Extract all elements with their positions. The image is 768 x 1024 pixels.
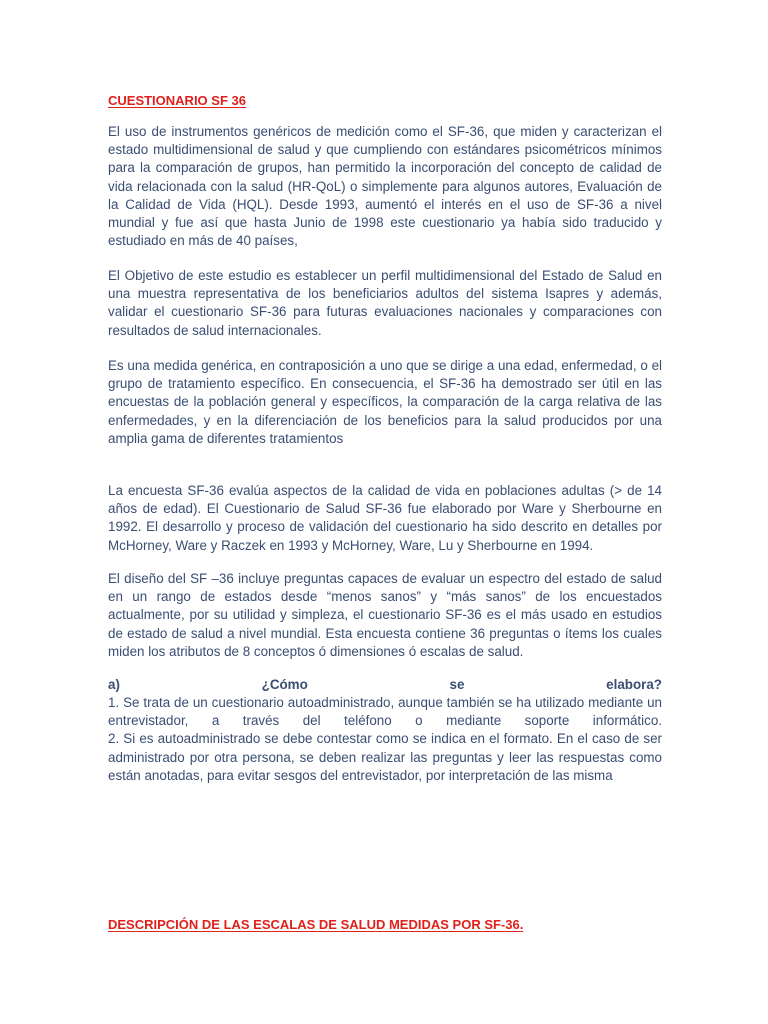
- question-marker: a): [108, 677, 120, 692]
- question-word: elabora?: [606, 677, 662, 692]
- document-title: CUESTIONARIO SF 36: [108, 93, 246, 108]
- paragraph-generic-measure: [108, 357, 662, 448]
- question-answer-list: [108, 694, 662, 785]
- section-heading: DESCRIPCIÓN DE LAS ESCALAS DE SALUD MEDIDAS POR SF-36.: [108, 917, 524, 932]
- question-word: se: [449, 677, 465, 692]
- paragraph-text: El diseño del SF –36 incluye preguntas capaces de evaluar un espectro del estado de salud en un rango de estados desde “menos sanos” y “más sanos” de los encuestados actualmente, por su utilidad y simpleza, el cuestionario SF-36 es el más usado en estudios de estado de salud a nivel mundial. Esta encuesta contiene 36 preguntas o ítems los cuales miden los atributos de 8 conceptos ó dimensiones ó escalas de salud.: [108, 571, 662, 659]
- question-heading: [108, 676, 662, 694]
- paragraph-intro: [108, 123, 662, 250]
- paragraph-text: El uso de instrumentos genéricos de medición como el SF-36, que miden y caracterizan el estado multidimensional de salud y que cumpliendo con estándares psicométricos mínimos para la comparación de grupos, han permitido la incorporación del concepto de calidad de vida relacionada con la salud (HR-QoL) o simplemente para algunos autores, Evaluación de la Calidad de Vida (HQL). Desde 1993, aumentó el interés en el uso de SF-36 a nivel mundial y fue así que hasta Junio de 1998 este cuestionario ya había sido traducido y estudiado en más de 40 países,: [108, 124, 662, 249]
- paragraph-text: La encuesta SF-36 evalúa aspectos de la calidad de vida en poblaciones adultas (> de 14 años de edad). El Cuestionario de Salud SF-36 fue elaborado por Ware y Sherbourne en 1992. El desarrollo y proceso de validación del cuestionario ha sido descrito en detalles por McHorney, Ware y Raczek en 1993 y McHorney, Ware, Lu y Sherbourne en 1994.: [108, 483, 662, 553]
- paragraph-objective: [108, 267, 662, 340]
- question-word: ¿Cómo: [261, 677, 308, 692]
- paragraph-design: [108, 570, 662, 661]
- paragraph-text: El Objetivo de este estudio es establecer un perfil multidimensional del Estado de Salud en una muestra representativa de los beneficiarios adultos del sistema Isapres y además, validar el cuestionario SF-36 para futuras evaluaciones nacionales y comparaciones con resultados de salud internacionales.: [108, 268, 662, 338]
- list-item: 2. Si es autoadministrado se debe contestar como se indica en el formato. En el caso de ser administrado por otra persona, se deben realizar las preguntas y leer las respuestas como están anotadas, para evitar sesgos del entrevistador, por interpretación de las misma: [108, 731, 662, 783]
- list-item: 1. Se trata de un cuestionario autoadministrado, aunque también se ha utilizado mediante un entrevistador, a través del teléfono o mediante soporte informático.: [108, 695, 662, 729]
- paragraph-text: Es una medida genérica, en contraposición a uno que se dirige a una edad, enfermedad, o el grupo de tratamiento específico. En consecuencia, el SF-36 ha demostrado ser útil en las encuestas de la población general y específicos, la comparación de la carga relativa de las enfermedades, y en la diferenciación de los beneficios para la salud producidos por una amplia gama de diferentes tratamientos: [108, 358, 662, 446]
- paragraph-survey-history: [108, 482, 662, 555]
